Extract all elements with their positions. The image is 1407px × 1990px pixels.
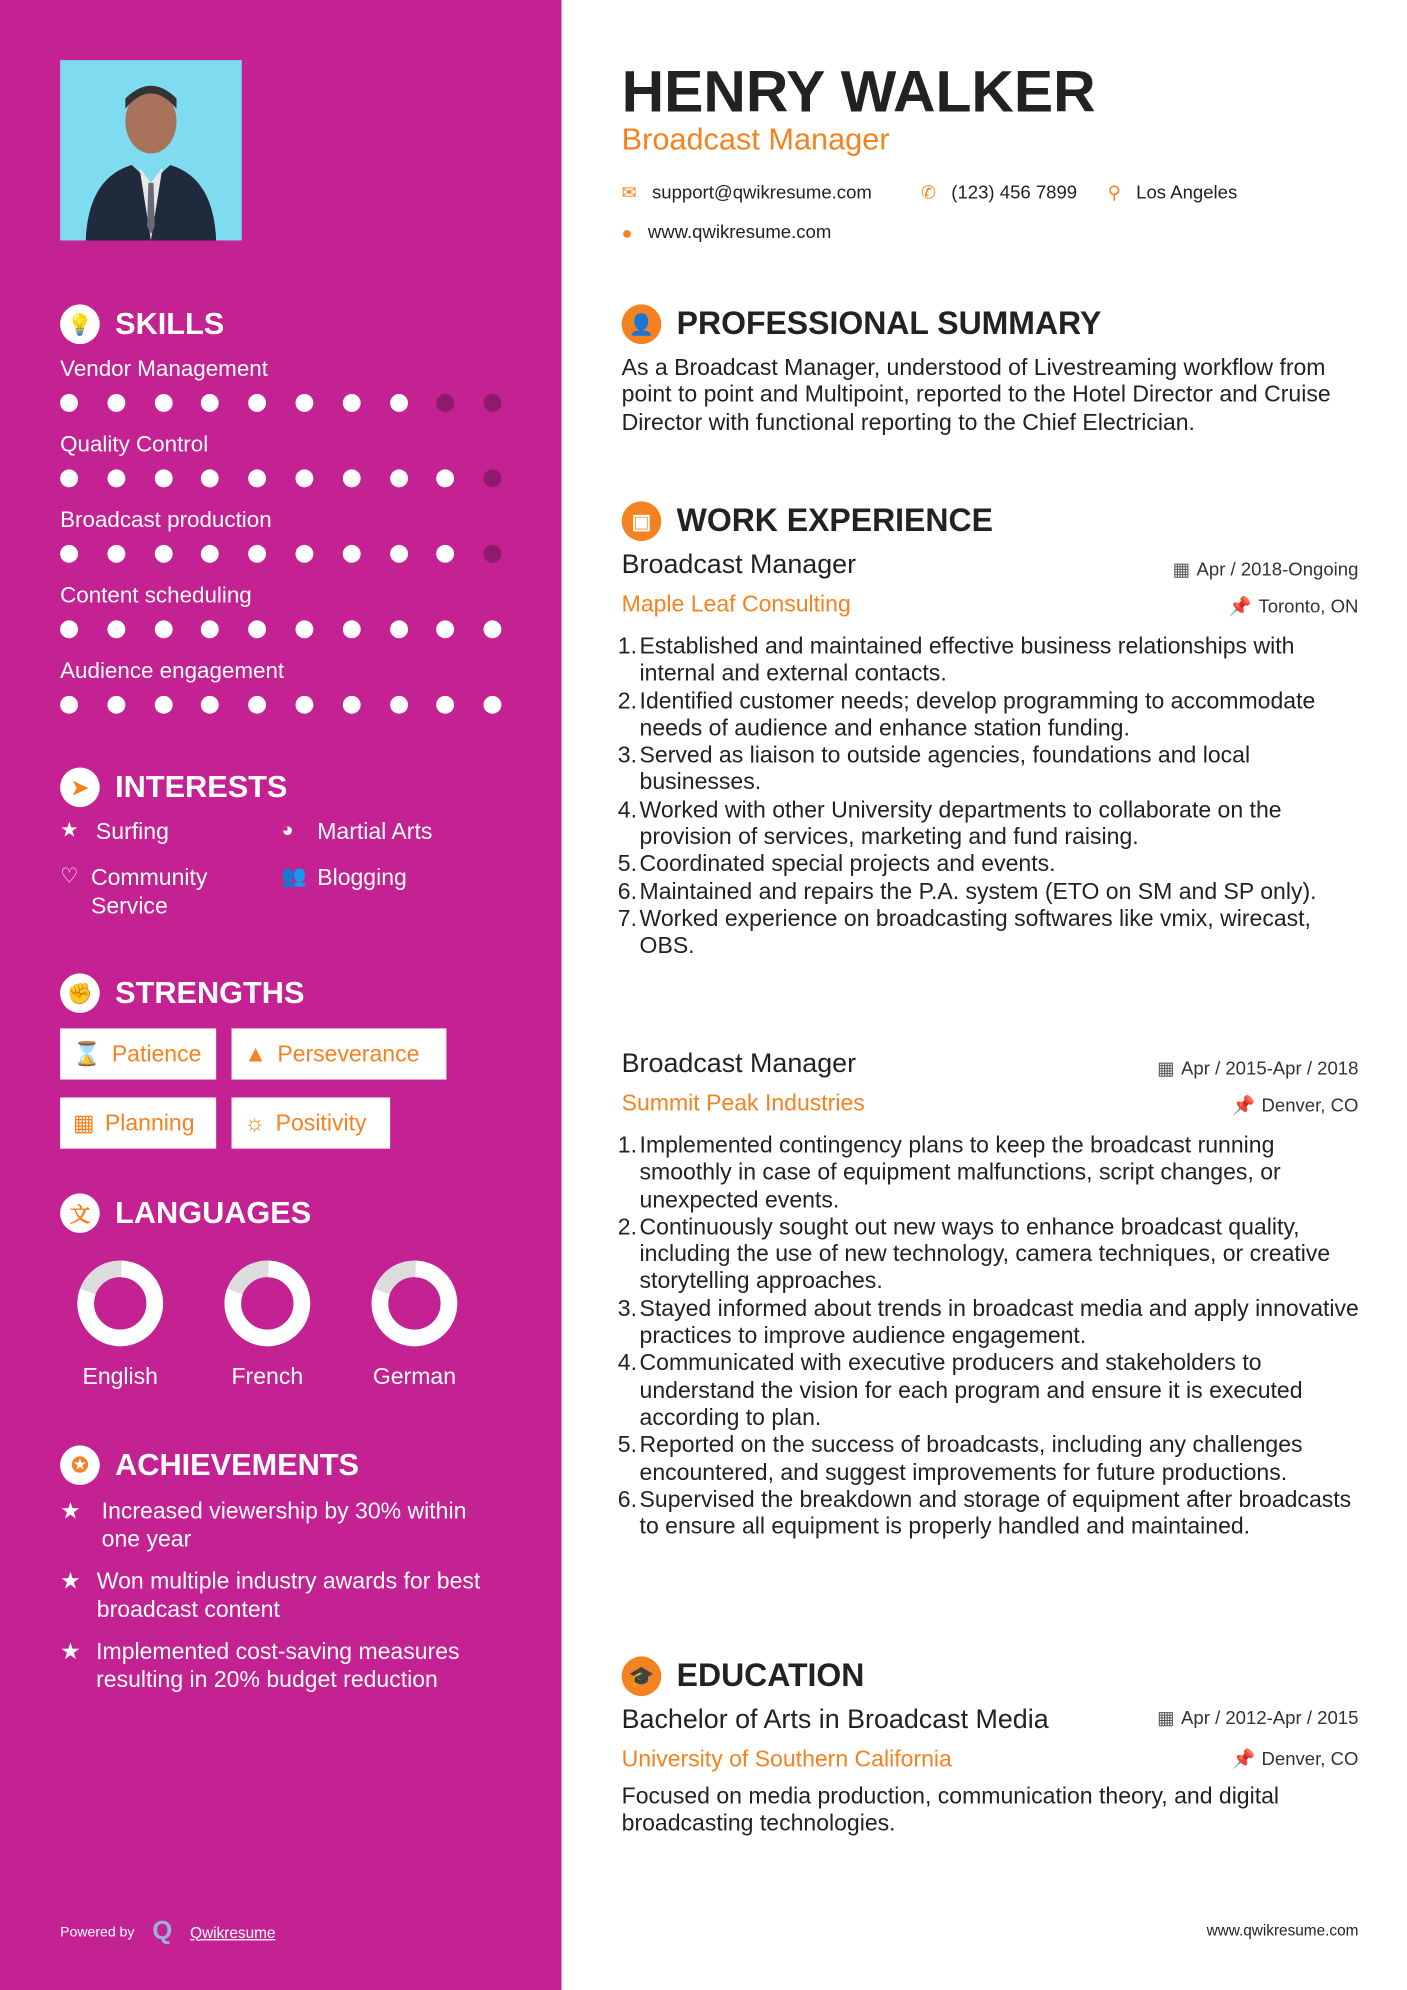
footer-website[interactable]: www.qwikresume.com [1206,1921,1359,1940]
hourglass-icon: ⌛ [72,1040,102,1067]
rating-dot-filled [248,394,266,412]
globe-icon: ◕ [281,819,294,842]
contact-email [622,182,872,204]
responsibility-item: Supervised the breakdown and storage of equipment after broadcasts to ensure all equipment is properly handled and maintained. [639,1486,1352,1539]
job-responsibilities [622,633,1364,960]
rating-dot-filled [154,469,172,487]
contact-website [622,223,832,243]
responsibility-item: Implemented contingency plans to keep the broadcast running smoothly in case of equipment malfunctions, script changes, or unexpected events. [639,1132,1281,1213]
job-location: 📌 Toronto, ON [1228,597,1359,618]
skill-label: Content scheduling [60,581,252,608]
rating-dot-filled [154,545,172,563]
rating-dot-filled [390,394,408,412]
rating-dot-filled [295,469,313,487]
rating-dot-filled [343,696,361,714]
rating-dot-filled [295,620,313,638]
skill-label: Broadcast production [60,506,272,533]
rating-dot-filled [60,620,78,638]
job-title: Broadcast Manager [621,122,890,158]
rating-dot-filled [248,469,266,487]
company-name: Summit Peak Industries [621,1089,865,1116]
paper-plane-icon: ➤ [60,767,100,807]
strength-badge: ▲ Perseverance [232,1028,447,1079]
responsibility-item: Continuously sought out new ways to enhance broadcast quality, including the use of new technology, camera techniques, or creative storytelling approaches. [639,1213,1331,1294]
responsibility-item: Established and maintained effective business relationships with internal and external contacts. [639,633,1295,686]
contact-location: ⚲ Los Angeles [1107,181,1238,203]
skill-rating [60,696,520,714]
language-label: German [372,1363,457,1390]
rating-dot-filled [295,394,313,412]
rating-dot-filled [154,696,172,714]
language-donut [223,1259,313,1349]
rating-dot-filled [343,394,361,412]
envelope-icon: ✉ [621,181,637,203]
lightbulb-icon: 💡 [60,304,100,344]
rating-dot-filled [107,696,125,714]
candidate-name: HENRY WALKER [621,57,1096,125]
skills-heading: 💡 SKILLS [60,304,224,344]
rating-dot-filled [484,620,502,638]
company-name: Maple Leaf Consulting [621,590,851,617]
responsibility-item: Worked experience on broadcasting softwares like vmix, wirecast, OBS. [639,905,1311,959]
language-label: English [82,1363,158,1390]
powered-by: Powered by Q Qwikresume [60,1917,276,1946]
languages-heading: 文 LANGUAGES [60,1193,311,1233]
rating-dot-filled [484,696,502,714]
contact-phone: ✆ (123) 456 7899 [920,181,1078,203]
rating-dot-empty [484,469,502,487]
rating-dot-filled [390,696,408,714]
language-label: French [231,1363,304,1390]
strength-badge: ☼ Positivity [232,1097,391,1148]
stars-icon: ★ [60,1638,81,1665]
responsibility-item: Maintained and repairs the P.A. system (ETO on SM and SP only). [639,878,1317,904]
job-date: ▦ Apr / 2018-Ongoing [1172,560,1359,581]
star-icon: ★ [60,819,79,842]
rating-dot-filled [107,394,125,412]
responsibility-item: Coordinated special projects and events. [639,851,1056,877]
education-description: Focused on media production, communication theory, and digital broadcasting technologies. [621,1783,1280,1836]
brand-link[interactable]: Qwikresume [190,1923,276,1942]
language-donut [75,1259,165,1349]
sidebar [0,0,562,1990]
rating-dot-empty [437,394,455,412]
rating-dot-filled [248,620,266,638]
skill-rating [60,620,520,638]
rating-dot-filled [343,620,361,638]
achievement-item: ★ Increased viewership by 30% within one year [60,1497,467,1552]
users-icon: 👥 [281,865,307,888]
language-donut [370,1259,460,1349]
rating-dot-filled [201,620,219,638]
strength-badge: ▦ Planning [60,1097,216,1148]
rating-dot-filled [390,545,408,563]
pin-icon: 📌 [1228,597,1253,618]
qwikresume-logo-icon: Q [152,1917,173,1946]
rating-dot-filled [343,469,361,487]
interest-item: ★ Surfing [60,818,169,845]
rating-dot-filled [390,469,408,487]
website-link[interactable]: www.qwikresume.com [647,222,832,244]
strength-badge: ⌛ Patience [60,1028,216,1079]
globe-icon: ● [621,222,633,244]
responsibility-item: Served as liaison to outside agencies, foundations and local businesses. [639,742,1251,795]
rating-dot-filled [60,545,78,563]
map-pin-icon: ⚲ [1107,181,1121,203]
phone-icon: ✆ [920,181,936,203]
rating-dot-filled [107,545,125,563]
calendar-icon: ▦ [1157,1059,1175,1080]
summary-heading: 👤 PROFESSIONAL SUMMARY [622,304,1102,344]
interest-item: ♡ Community Service [60,864,208,919]
rating-dot-filled [437,696,455,714]
rating-dot-filled [60,696,78,714]
profile-photo [60,60,242,240]
rating-dot-filled [343,545,361,563]
achievement-item: ★ Implemented cost-saving measures resulting in 20% budget reduction [60,1638,460,1693]
stars-icon: ★ [60,1568,81,1594]
language-icon: 文 [60,1193,100,1233]
summary-text: As a Broadcast Manager, understood of Livestreaming workflow from point to point and Multipoint, reported to the Hotel Director and Cruise Director with functional reporting to the Chief Electrician. [621,354,1331,435]
rating-dot-filled [60,469,78,487]
job-position: Broadcast Manager [621,1048,857,1079]
rating-dot-filled [437,469,455,487]
skill-label: Vendor Management [60,355,268,382]
rating-dot-filled [390,620,408,638]
rating-dot-filled [295,696,313,714]
fist-icon: ✊ [60,973,100,1013]
rating-dot-filled [201,696,219,714]
pin-icon: 📌 [1232,1749,1256,1771]
rating-dot-filled [295,545,313,563]
job-position: Broadcast Manager [621,550,857,580]
calendar-icon: ▦ [72,1109,95,1136]
pin-icon: 📌 [1232,1096,1256,1117]
rating-dot-empty [484,394,502,412]
skill-rating [60,469,520,487]
education-location: 📌 Denver, CO [1232,1749,1359,1771]
rating-dot-filled [201,394,219,412]
rating-dot-filled [154,394,172,412]
rating-dot-filled [60,394,78,412]
user-icon: 👤 [622,304,662,344]
school: University of Southern California [621,1745,952,1772]
responsibility-item: Communicated with executive producers and stakeholders to understand the vision for each program and ensure it is executed according to plan. [639,1349,1303,1430]
responsibility-item: Reported on the success of broadcasts, including any challenges encountered, and suggest improvements for future productions. [639,1431,1303,1485]
strengths-heading: ✊ STRENGTHS [60,973,304,1013]
rating-dot-filled [201,545,219,563]
calendar-icon: ▦ [1172,560,1191,581]
achievement-item: ★ Won multiple industry awards for best broadcast content [60,1568,481,1622]
interest-item: ◕ Martial Arts [281,818,433,845]
graduation-icon: 🎓 [622,1656,662,1696]
rating-dot-filled [201,469,219,487]
briefcase-icon: ▣ [622,501,662,541]
rating-dot-filled [248,696,266,714]
job-date: ▦ Apr / 2015-Apr / 2018 [1157,1059,1359,1080]
skill-rating [60,394,520,412]
sun-icon: ☼ [244,1109,266,1136]
rating-dot-filled [437,620,455,638]
interest-item: 👥 Blogging [281,864,407,891]
responsibility-item: Stayed informed about trends in broadcast media and apply innovative practices to improve audience engagement. [639,1295,1359,1349]
handshake-icon: ♡ [60,865,79,888]
award-icon: ✪ [60,1445,100,1485]
rating-dot-filled [437,545,455,563]
achievements-heading: ✪ ACHIEVEMENTS [60,1445,359,1485]
road-icon: ▲ [244,1040,268,1067]
stars-icon: ★ [60,1497,81,1524]
skill-rating [60,545,520,563]
interests-heading: ➤ INTERESTS [60,767,287,807]
rating-dot-filled [248,545,266,563]
calendar-icon: ▦ [1157,1708,1175,1730]
job-responsibilities [622,1132,1364,1541]
skill-label: Quality Control [60,431,209,457]
job-location: 📌 Denver, CO [1232,1096,1359,1117]
email-link[interactable]: support@qwikresume.com [652,182,872,203]
rating-dot-filled [107,469,125,487]
education-date: ▦ Apr / 2012-Apr / 2015 [1157,1708,1359,1730]
degree: Bachelor of Arts in Broadcast Media [621,1705,1049,1735]
rating-dot-empty [484,545,502,563]
responsibility-item: Identified customer needs; develop programming to accommodate needs of audience and enhance station funding. [639,687,1316,741]
rating-dot-filled [107,620,125,638]
education-heading: 🎓 EDUCATION [622,1656,865,1696]
responsibility-item: Worked with other University departments to collaborate on the provision of services, marketing and fund raising. [639,796,1282,850]
skill-label: Audience engagement [60,657,285,684]
rating-dot-filled [154,620,172,638]
experience-heading: ▣ WORK EXPERIENCE [622,501,993,541]
